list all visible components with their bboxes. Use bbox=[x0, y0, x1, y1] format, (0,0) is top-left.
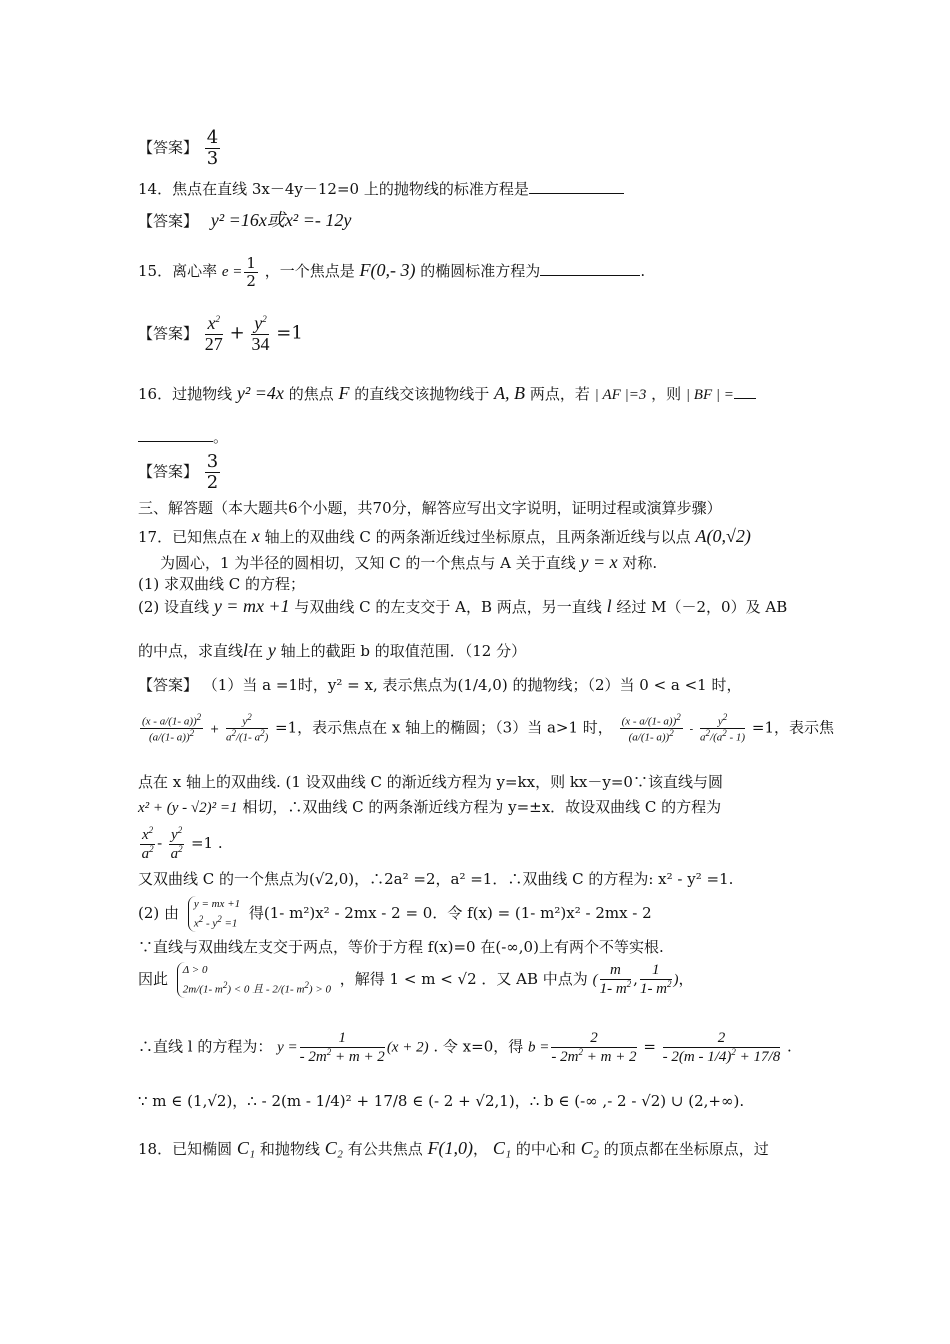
q17-answer-line-5: $\frac{x^2}{a^2}$ - $\frac{y^2}{a^2}$ =1 . bbox=[141, 825, 223, 862]
focus-point: F(0,- 3) bbox=[359, 260, 416, 280]
q17-answer-line-4: x² + (y - √2)² =1 相切，∴双曲线 C 的两条渐近线方程为 y=±x．故设双曲线 C 的方程为 bbox=[138, 798, 722, 816]
q17-part-2-cont: 的中点，求直线l在 y 轴上的截距 b 的取值范围．（12 分） bbox=[138, 640, 527, 660]
q17-answer-line-7: (2) 由 y = mx +1 $x^2 - y^2 =1$ 得(1- m²)x² - 2mx - 2 = 0．令 f(x) = (1- m²)x² - 2mx - 2 bbox=[138, 896, 652, 932]
q17-line-2: 为圆心，1 为半径的圆相切，又知 C 的一个焦点与 A 关于直线 y = x 对称. bbox=[160, 552, 658, 572]
section-heading: 三、解答题（本大题共6个小题，共70分，解答应写出文字说明，证明过程或演算步骤） bbox=[138, 499, 722, 517]
q16-blank-line: 。 bbox=[138, 428, 228, 446]
q18-question: 18．已知椭圆 C₁ 和抛物线 C₂ 有公共焦点 F(1,0)， C₁ 的中心和 C₂ 的顶点都在坐标原点，过 bbox=[138, 1138, 769, 1158]
q13-answer-line bbox=[138, 128, 222, 169]
q17-answer-line-11: ∵ m ∈ (1,√2)，∴ - 2(m - 1/4)² + 17/8 ∈ (- 2 + √2,1)，∴ b ∈ (-∞ ,- 2 - √2) ∪ (2,+∞). bbox=[138, 1092, 745, 1110]
q17-answer-line-8: ∵直线与双曲线左支交于两点，等价于方程 f(x)=0 在(-∞,0)上有两个不等实根. bbox=[138, 938, 664, 956]
answer-blank bbox=[540, 275, 640, 276]
q14-question: 14．焦点在直线 3x－4y－12=0 上的抛物线的标准方程是 bbox=[138, 180, 624, 198]
fraction-four-thirds: $\frac{4}{3}$ bbox=[206, 127, 219, 169]
fraction-one-half: $\frac{1}{2}$ bbox=[246, 254, 256, 290]
q17-answer-line-10: ∴直线 l 的方程为： y = $\frac{1}{- 2m^2 + m + 2}$ (x + 2) . 令 x=0，得 b = $\frac{2}{- 2m^2 + m + 2}$ = $\frac{2}{- 2(m - 1/4)^2 + 17/8}$ . bbox=[138, 1030, 792, 1065]
q17-answer-line-3: 点在 x 轴上的双曲线. (1 设双曲线 C 的渐近线方程为 y=kx，则 kx－y=0∵该直线与圆 bbox=[138, 773, 723, 791]
q14-answer-line: 【答案】 y² =16x或x² =- 12y bbox=[138, 210, 352, 230]
q16-question: 16．过抛物线 y² =4x 的焦点 F 的直线交该抛物线于 A, B 两点，若 | AF |=3 ，则 | BF | = bbox=[138, 383, 756, 405]
q17-answer-line-9: 因此 Δ > 0 2m/(1- $m^2) < 0$ 且 - 2/(1- $m^2) > 0$ ，解得 1 < m < √2 ．又 AB 中点为 ( $\frac{m}{1- m^2}$ , $\frac{1}{1- m^2}$ )， bbox=[138, 962, 694, 997]
answer-blank bbox=[138, 441, 213, 442]
q17-answer-line-6: 又双曲线 C 的一个焦点为(√2,0)，∴2a² =2，a² =1．∴双曲线 C 的方程为: x² - y² =1. bbox=[138, 870, 734, 888]
q15-answer-line: 【答案】 $\frac{x^2}{27}$ + $\frac{y^2}{34}$ =1 bbox=[138, 313, 303, 354]
q17-part-1: (1) 求双曲线 C 的方程； bbox=[138, 575, 306, 593]
q17-part-2: (2) 设直线 y = mx +1 与双曲线 C 的左支交于 A，B 两点，另一直线 l 经过 M（－2，0）及 AB bbox=[138, 596, 788, 616]
q16-answer-line: 【答案】 $\frac{3}{2}$ bbox=[138, 451, 219, 493]
q17-answer-line-1: 【答案】 （1）当 a =1时，y² = x, 表示焦点为(1/4,0) 的抛物线；（2）当 0 < a <1 时， bbox=[138, 676, 742, 694]
q15-question: 15．离心率 e = $\frac{1}{2}$ ，一个焦点是 F(0,- 3) 的椭圆标准方程为 . bbox=[138, 254, 646, 290]
q14-answer: y² =16x或x² =- 12y bbox=[210, 210, 352, 230]
answer-blank bbox=[529, 193, 624, 194]
q17-answer-line-2: $\frac{(x - a/(1- a))^2}{(a/(1- a))^2}$ + $\frac{y^2}{a^2/(1- a^2)}$ =1，表示焦点在 x 轴上的椭圆；（3）当 a>1 时， $\frac{(x - a/(1- a))^2}{(a/(1- a))^2}$ - $\frac{y^2}{a^2/(a^2 - 1)}$ =1，表示焦 bbox=[142, 712, 834, 744]
answer-label: 【答案】 bbox=[138, 138, 199, 157]
q17-line-1: 17．已知焦点在 x 轴上的双曲线 C 的两条渐近线过坐标原点，且两条渐近线与以点 A(0,√2) bbox=[138, 526, 751, 546]
